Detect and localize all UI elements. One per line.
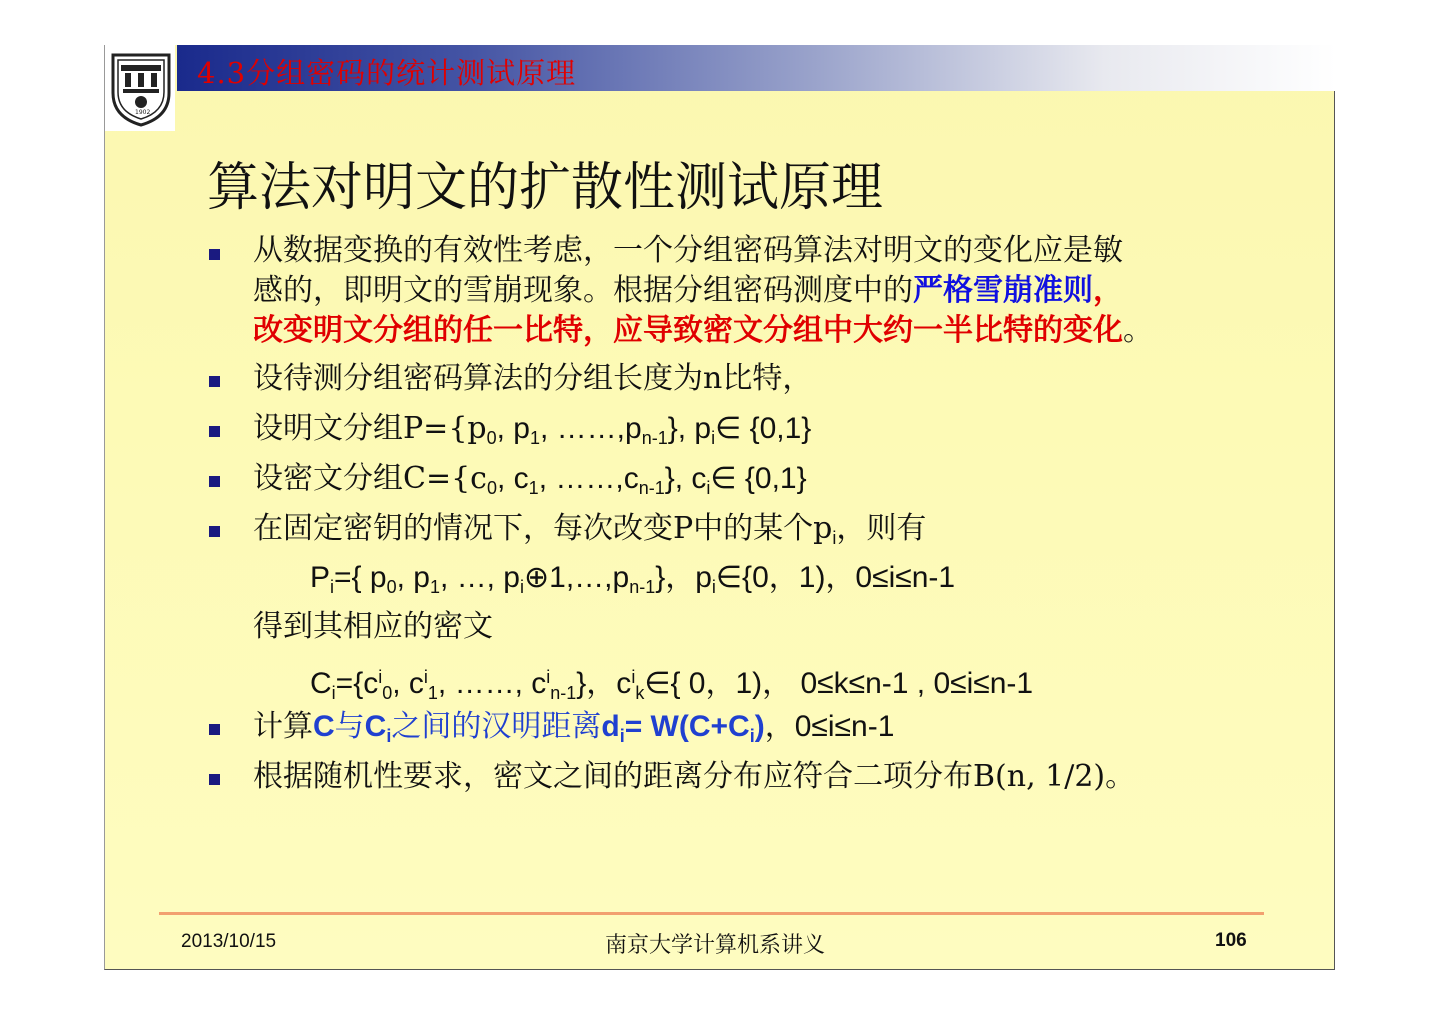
bullet-marker [209, 774, 220, 785]
bullet-marker [209, 249, 220, 260]
bullet-text-cont: 感的，即明文的雪崩现象。根据分组密码测度中的严格雪崩准则， [253, 273, 1123, 308]
bullet-text: 设明文分组$P=\{p_0$, $p_1$, $\dots\dots,p_{n-1}$}, $p_i\in$ {0,1} [253, 411, 812, 448]
page-number: 106 [1215, 930, 1247, 951]
header-bar [177, 45, 1336, 91]
bullet-text-cont: 改变明文分组的任一比特，应导致密文分组中大约一半比特的变化。 [253, 313, 1153, 348]
svg-text:1902: 1902 [135, 109, 151, 116]
body-text: 得到其相应的密文 [253, 609, 493, 644]
bullet-text: 设密文分组$C=\{c_0$, $c_1$, $\dots\dots,c_{n-1}$}, $c_i\in$ {0,1} [253, 461, 807, 498]
bullet-text: 在固定密钥的情况下，每次改变P中的某个$p_i$，则有 [253, 511, 927, 548]
slide-title: 算法对明文的扩散性测试原理 [207, 158, 884, 218]
footer-course: 南京大学计算机系讲义 [605, 933, 826, 958]
section-title: 4.3分组密码的统计测试原理 [197, 56, 577, 90]
footer-divider [159, 912, 1264, 915]
formula-plaintext: $P_i=${ $p_0$, $p_1$, …, $p_i\oplus 1,\dots,p_{n-1}$}，$p_i\in\{0$，1)，0≤i≤n-1 [310, 561, 956, 597]
bullet-marker [209, 476, 220, 487]
formula-ciphertext: $C_i=\{c^i_0$, $c^i_1$, ……, $c^i_{n-1}$}，$c^i_k\in${ 0，1)， 0≤k≤n-1 , 0≤i≤n-1 [310, 667, 1034, 703]
bullet-text: 从数据变换的有效性考虑，一个分组密码算法对明文的变化应是敏 [253, 233, 1123, 268]
logo-container [105, 45, 175, 131]
bullet-marker [209, 526, 220, 537]
bullet-text: 设待测分组密码算法的分组长度为n比特， [253, 361, 813, 396]
key-statement: 改变明文分组的任一比特，应导致密文分组中大约一半比特的变化 [253, 313, 1123, 348]
bullet-text: 计算C与$C_i$之间的汉明距离$d_i= W(C+C_i)$，0≤i≤n-1 [253, 709, 895, 746]
bullet-marker [209, 724, 220, 735]
university-seal-icon [109, 49, 173, 127]
bullet-marker [209, 376, 220, 387]
bullet-text: 根据随机性要求，密文之间的距离分布应符合二项分布B(n, 1/2)。 [253, 759, 1136, 794]
footer-date: 2013/10/15 [181, 931, 277, 952]
bullet-marker [209, 426, 220, 437]
criterion-highlight: 严格雪崩准则 [913, 273, 1093, 308]
slide [104, 45, 1335, 970]
